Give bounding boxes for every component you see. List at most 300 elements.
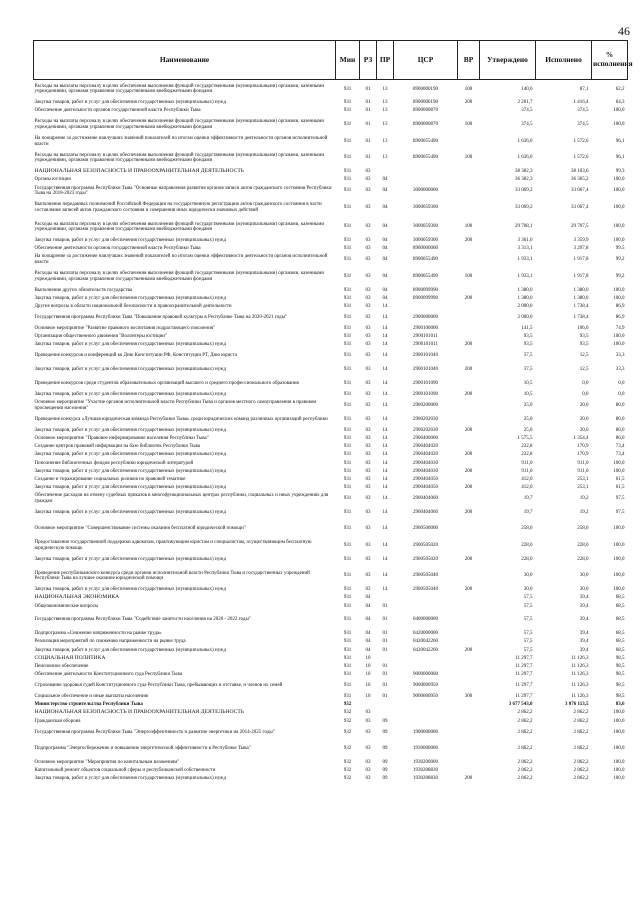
row-rz: 10	[365, 663, 371, 669]
row-pr: 14	[382, 444, 388, 450]
row-name: Обеспечение деятельности органов государственной власти Республики Тыва	[34, 108, 201, 114]
row-name: Основное мероприятие "Развитие правового воспитания подрастающего поколения"	[34, 326, 216, 332]
row-percent: 98,5	[615, 672, 625, 678]
table-row	[34, 148, 628, 167]
row-percent: 100,0	[613, 342, 625, 348]
row-pr: 13	[382, 155, 388, 161]
row-percent: 100,0	[613, 746, 625, 752]
row-pr: 14	[382, 543, 388, 549]
row-vr	[458, 671, 480, 679]
row-min: 932	[343, 729, 352, 735]
row-pr: 14	[382, 485, 388, 491]
row-min: 931	[343, 188, 352, 194]
row-vr: 100	[464, 224, 473, 230]
row-csr: 2900101040	[413, 353, 438, 359]
row-vr: 200	[464, 587, 473, 593]
row-approved: 11 297,7	[515, 663, 533, 669]
row-approved: 374,5	[521, 122, 533, 128]
row-percent: 68,5	[615, 617, 625, 623]
table-row	[34, 451, 628, 459]
row-approved: 11 297,7	[515, 672, 533, 678]
row-csr: 1930200000	[413, 760, 438, 766]
row-executed: 39,4	[579, 595, 589, 601]
row-csr: 1930000000	[413, 746, 438, 752]
row-approved: 57,5	[523, 631, 533, 637]
row-csr: 2900200000	[413, 402, 438, 408]
row-pr: 14	[382, 526, 388, 532]
row-csr: 2900101011	[413, 342, 438, 348]
row-name: Закупка товаров, работ и услуг для обеспечения государственных (муниципальных) нужд	[34, 452, 227, 458]
table-header-row	[34, 41, 628, 80]
row-min: 931	[343, 631, 352, 637]
row-rz: 03	[365, 729, 371, 735]
row-pr: 01	[382, 639, 388, 645]
row-pr: 04	[382, 295, 388, 301]
row-percent: 100,0	[613, 224, 625, 230]
row-percent: 100,0	[613, 768, 625, 774]
row-pr: 04	[382, 246, 388, 252]
row-approved: 232,8	[521, 444, 533, 450]
table-row	[34, 693, 628, 701]
row-pr: 09	[382, 746, 388, 752]
table-row	[34, 184, 628, 198]
row-percent: 73,4	[615, 444, 625, 450]
row-name: На поощрение за достижение наилучших значений показателей по итогам оценки эффективности деятельности органов исполнительной власти	[34, 135, 328, 147]
row-pr: 01	[382, 617, 388, 623]
table-row	[34, 646, 628, 654]
table-row	[34, 602, 628, 610]
row-rz: 03	[365, 416, 371, 422]
row-min: 931	[343, 391, 352, 397]
row-csr: 3000059300	[413, 224, 438, 230]
row-executed: 33 067,4	[571, 204, 589, 210]
row-approved: 2 000,0	[517, 304, 533, 310]
table-row	[34, 311, 628, 325]
row-pr: 13	[382, 108, 388, 114]
budget-execution-table	[33, 40, 633, 783]
row-csr: 9000000000	[413, 672, 438, 678]
row-vr: 200	[464, 100, 473, 106]
row-approved: 374,5	[521, 108, 533, 114]
row-executed: 2 862,2	[573, 718, 589, 724]
row-vr: 100	[464, 273, 473, 279]
row-percent: 100,0	[613, 334, 625, 340]
table-row	[34, 767, 628, 775]
row-name: Основное мероприятие "Правовое информирование населения Республики Тыва"	[34, 435, 209, 441]
row-percent: 100,0	[613, 295, 625, 301]
row-approved: 232,8	[521, 452, 533, 458]
table-row	[34, 492, 628, 506]
row-name: Закупка товаров, работ и услуг для обеспечения государственных (муниципальных) нужд	[34, 295, 227, 301]
row-csr: 2900404060	[413, 509, 438, 515]
row-name: Расходы на выплаты персоналу в целях обеспечения выполнения функций государственными (муниципальными) органами, казенными учреждениями, органами управления государственными внебюджетными фондами	[34, 221, 325, 233]
row-min: 931	[343, 315, 352, 321]
row-vr	[458, 325, 480, 333]
table-row	[34, 377, 628, 391]
row-min: 931	[343, 342, 352, 348]
row-executed: 1 380,0	[573, 287, 589, 293]
row-csr: 3000059300	[413, 204, 438, 210]
row-approved: 2 201,7	[517, 100, 533, 106]
row-name: Расходы на выплаты персоналу в целях обеспечения выполнения функций государственными (муниципальными) органами, казенными учреждениями, органами управления государственными внебюджетными фондами	[34, 119, 325, 130]
row-csr: 8900055490	[413, 155, 438, 161]
row-approved: 412,0	[521, 476, 533, 482]
row-vr: 100	[464, 86, 473, 92]
table-row	[34, 176, 628, 184]
row-percent: 97,5	[615, 496, 625, 502]
row-min: 931	[343, 204, 352, 210]
table-row	[34, 717, 628, 725]
row-min: 931	[343, 663, 352, 669]
table-row	[34, 739, 628, 758]
row-approved: 412,0	[521, 485, 533, 491]
row-percent: 100,0	[613, 710, 625, 716]
row-vr: 200	[464, 238, 473, 244]
row-executed: 29 707,5	[571, 224, 589, 230]
row-percent: 100,0	[613, 122, 625, 128]
row-vr	[458, 377, 480, 391]
row-min: 931	[343, 617, 352, 623]
row-rz: 03	[365, 776, 371, 782]
row-rz: 01	[365, 86, 371, 92]
row-percent: 100,0	[613, 526, 625, 532]
row-vr: 200	[464, 342, 473, 348]
row-name: Закупка товаров, работ и услуг для обеспечения государственных (муниципальных) нужд	[34, 468, 227, 474]
row-name: НАЦИОНАЛЬНАЯ БЕЗОПАСНОСТЬ И ПРАВООХРАНИТЕЛЬНАЯ ДЕЯТЕЛЬНОСТЬ	[34, 709, 245, 716]
row-pr: 13	[382, 138, 388, 144]
row-rz: 01	[365, 122, 371, 128]
table-row	[34, 168, 628, 176]
row-approved: 25,0	[523, 416, 533, 422]
row-approved: 33 069,2	[515, 204, 533, 210]
row-vr: 200	[464, 556, 473, 562]
row-executed: 11 126,3	[571, 683, 589, 689]
row-csr: 8900000190	[413, 100, 438, 106]
row-vr	[458, 594, 480, 602]
row-name: Другие вопросы в области национальной безопасности и правоохранительной деятельности	[34, 304, 232, 310]
row-name: НАЦИОНАЛЬНАЯ ЭКОНОМИКА	[34, 594, 120, 601]
row-executed: 170,9	[577, 444, 589, 450]
header-csr: ЦСР	[394, 41, 458, 80]
row-vr	[458, 286, 480, 294]
row-pr: 13	[382, 122, 388, 128]
row-min: 931	[343, 543, 352, 549]
row-percent: 100,0	[613, 729, 625, 735]
table-row	[34, 341, 628, 349]
row-rz: 03	[365, 435, 371, 441]
row-executed: 3 297,8	[573, 246, 589, 252]
row-min: 932	[343, 718, 352, 724]
row-percent: 99,2	[615, 257, 625, 263]
row-csr: 2900404030	[413, 460, 438, 466]
row-executed: 3 076 113,5	[565, 702, 589, 708]
table-row	[34, 484, 628, 492]
table-row	[34, 245, 628, 253]
row-executed: 19,2	[579, 496, 589, 502]
row-vr	[458, 253, 480, 267]
row-min: 931	[343, 603, 352, 609]
row-name: Закупка товаров, работ и услуг для обеспечения государственных (муниципальных) нужд	[34, 427, 227, 433]
row-name: Закупка товаров, работ и услуг для обеспечения государственных (муниципальных) нужд	[34, 509, 227, 515]
row-name: Расходы на выплаты персоналу в целях обеспечения выполнения функций государственными (муниципальными) органами, казенными учреждениями, органами управления государственными внебюджетными фондами	[34, 271, 325, 282]
row-pr	[377, 168, 394, 176]
table-row	[34, 333, 628, 341]
row-approved: 228,0	[521, 556, 533, 562]
table-row	[34, 435, 628, 443]
row-rz: 01	[365, 108, 371, 114]
row-csr: 2900404050	[413, 476, 438, 482]
row-vr: 300	[464, 694, 473, 700]
row-vr	[458, 435, 480, 443]
row-name: НАЦИОНАЛЬНАЯ БЕЗОПАСНОСТЬ И ПРАВООХРАНИТЕЛЬНАЯ ДЕЯТЕЛЬНОСТЬ	[34, 168, 245, 175]
row-pr: 14	[382, 315, 388, 321]
row-approved: 2 862,2	[517, 710, 533, 716]
row-min: 931	[343, 587, 352, 593]
row-percent: 100,0	[613, 776, 625, 782]
row-vr	[458, 610, 480, 629]
row-name: Организация общественного движения "Волонтеры юстиции"	[34, 334, 168, 340]
row-csr: 2900505040	[413, 587, 438, 593]
row-min: 931	[343, 647, 352, 653]
table-row	[34, 426, 628, 434]
row-percent: 100,0	[613, 188, 625, 194]
row-min: 931	[343, 287, 352, 293]
row-rz: 03	[365, 746, 371, 752]
row-pr	[377, 654, 394, 662]
row-approved: 57,5	[523, 647, 533, 653]
row-rz: 03	[365, 485, 371, 491]
table-body	[34, 80, 628, 784]
row-executed: 1 572,6	[573, 138, 589, 144]
row-executed: 2 862,2	[573, 710, 589, 716]
row-approved: 30,0	[523, 587, 533, 593]
row-approved: 19,7	[523, 496, 533, 502]
row-percent: 97,5	[615, 509, 625, 515]
row-pr: 14	[382, 342, 388, 348]
row-csr: 0420042260	[413, 647, 438, 653]
row-min: 932	[343, 702, 352, 708]
row-min: 931	[343, 100, 352, 106]
row-pr: 14	[382, 367, 388, 373]
row-approved: 10,5	[523, 391, 533, 397]
row-csr: 2900404060	[413, 496, 438, 502]
row-name: Проведение конкурса «Лучшая юридическая команда Республики Тыва» среди юридических команд различных организаций республики	[34, 416, 328, 422]
row-executed: 2 862,2	[573, 729, 589, 735]
row-executed: 258,0	[577, 526, 589, 532]
row-name: Проведение конкурсов и конференций ко Дню Конституции РФ, Конституции РТ, Дню юриста	[34, 353, 237, 359]
row-vr	[458, 679, 480, 693]
row-vr	[458, 443, 480, 451]
row-approved: 93,5	[523, 342, 533, 348]
row-csr: 2900202030	[413, 427, 438, 433]
row-name: Выполнение переданных полномочий Российской Федерации на государственную регистрацию актов гражданского состояния в части составления записей актов гражданского состояния и совершения иных юридически значимых действий	[34, 202, 322, 213]
row-approved: 36 382,3	[515, 177, 533, 183]
row-percent: 100,0	[613, 287, 625, 293]
row-approved: 57,5	[523, 595, 533, 601]
row-percent: 68,5	[615, 631, 625, 637]
row-min: 931	[343, 435, 352, 441]
row-executed: 2 862,2	[573, 760, 589, 766]
row-pr: 14	[382, 380, 388, 386]
table-row	[34, 399, 628, 413]
table-row	[34, 759, 628, 767]
row-percent: 80,0	[615, 402, 625, 408]
row-pr: 04	[382, 204, 388, 210]
table-row	[34, 443, 628, 451]
row-rz: 03	[365, 452, 371, 458]
row-vr: 200	[464, 452, 473, 458]
row-name: Закупка товаров, работ и услуг для обеспечения государственных (муниципальных) нужд	[34, 100, 227, 106]
row-min: 931	[343, 556, 352, 562]
row-min: 931	[343, 460, 352, 466]
row-approved: 258,0	[521, 526, 533, 532]
row-vr	[458, 413, 480, 427]
row-vr	[458, 726, 480, 740]
row-pr: 09	[382, 768, 388, 774]
row-min: 931	[343, 444, 352, 450]
row-executed: 39,4	[579, 631, 589, 637]
row-rz: 03	[365, 204, 371, 210]
row-pr: 01	[382, 683, 388, 689]
row-csr: 3000059300	[413, 238, 438, 244]
row-min: 931	[343, 224, 352, 230]
row-pr: 14	[382, 402, 388, 408]
table-row	[34, 663, 628, 671]
row-rz: 03	[365, 718, 371, 724]
row-rz: 03	[365, 177, 371, 183]
row-approved: 2 862,2	[517, 768, 533, 774]
row-min: 931	[343, 683, 352, 689]
row-approved: 2 000,0	[517, 315, 533, 321]
table-row	[34, 726, 628, 740]
row-executed: 93,5	[579, 334, 589, 340]
row-min: 931	[343, 177, 352, 183]
row-rz: 03	[365, 326, 371, 332]
row-rz: 01	[365, 155, 371, 161]
row-rz: 03	[365, 556, 371, 562]
row-csr: 3000000000	[413, 188, 438, 194]
row-min: 931	[343, 496, 352, 502]
row-percent: 100,0	[613, 760, 625, 766]
row-percent: 98,5	[615, 694, 625, 700]
row-executed: 20,0	[579, 402, 589, 408]
row-name: Расходы на выплаты персоналу в целях обеспечения выполнения функций государственными (муниципальными) органами, казенными учреждениями, органами управления государственными внебюджетными фондами	[34, 152, 325, 164]
row-rz: 03	[365, 526, 371, 532]
row-approved: 2 862,2	[517, 729, 533, 735]
row-approved: 37,5	[523, 353, 533, 359]
row-vr	[458, 168, 480, 176]
row-min: 931	[343, 353, 352, 359]
row-percent: 33,3	[615, 353, 625, 359]
row-approved: 3 313,1	[517, 246, 533, 252]
row-min: 931	[343, 86, 352, 92]
row-csr	[394, 654, 458, 662]
row-csr: 8900099990	[413, 287, 438, 293]
row-executed: 3 359,9	[573, 238, 589, 244]
row-rz: 03	[365, 246, 371, 252]
table-row	[34, 610, 628, 629]
row-executed: 38 103,6	[571, 169, 589, 175]
row-executed: 228,0	[577, 556, 589, 562]
row-pr: 04	[382, 224, 388, 230]
row-percent: 61,5	[615, 476, 625, 482]
row-approved: 2 862,2	[517, 776, 533, 782]
row-vr	[458, 303, 480, 311]
table-row	[34, 295, 628, 303]
row-vr	[458, 739, 480, 758]
row-executed: 170,9	[577, 452, 589, 458]
row-approved: 10,5	[523, 380, 533, 386]
table-row	[34, 303, 628, 311]
row-pr: 04	[382, 273, 388, 279]
row-percent: 64,3	[615, 100, 625, 106]
row-min: 931	[343, 257, 352, 263]
row-csr	[394, 594, 458, 602]
row-executed: 1 917,8	[573, 273, 589, 279]
row-vr	[458, 654, 480, 662]
row-name: Органы юстиции	[34, 177, 72, 183]
row-rz: 03	[365, 188, 371, 194]
row-rz: 04	[365, 603, 371, 609]
row-executed: 1 572,6	[573, 155, 589, 161]
row-percent: 68,5	[615, 603, 625, 609]
row-percent: 80,0	[615, 427, 625, 433]
row-percent: 62,2	[615, 86, 625, 92]
table-row	[34, 539, 628, 553]
table-row	[34, 286, 628, 294]
row-min: 931	[343, 304, 352, 310]
row-csr: 1930208830	[413, 768, 438, 774]
row-vr: 200	[464, 509, 473, 515]
table-row	[34, 586, 628, 594]
row-pr: 14	[382, 416, 388, 422]
row-percent: 96,1	[615, 138, 625, 144]
row-approved: 19,7	[523, 509, 533, 515]
row-name: Общеэкономические вопросы	[34, 603, 99, 609]
row-pr: 09	[382, 776, 388, 782]
row-approved: 11 297,7	[515, 655, 533, 661]
table-row	[34, 567, 628, 586]
row-percent: 98,5	[615, 683, 625, 689]
table-row	[34, 553, 628, 567]
row-approved: 1 933,1	[517, 257, 533, 263]
table-row	[34, 217, 628, 236]
row-percent: 99,5	[615, 246, 625, 252]
row-vr	[458, 459, 480, 467]
row-executed: 911,0	[577, 468, 589, 474]
row-rz: 03	[365, 587, 371, 593]
row-pr: 01	[382, 694, 388, 700]
row-csr: 8900099990	[413, 295, 438, 301]
row-approved: 911,0	[521, 460, 533, 466]
row-executed: 39,4	[579, 603, 589, 609]
row-name: Обеспечение расходов на отмену судебных приказов в многофункциональных центрах республики, социальных и иных учреждениях для граждан	[34, 493, 329, 504]
row-min: 931	[343, 672, 352, 678]
row-pr: 09	[382, 718, 388, 724]
row-csr: 2900400000	[413, 435, 438, 441]
row-csr: 2900101090	[413, 380, 438, 386]
row-vr	[458, 663, 480, 671]
table-row	[34, 654, 628, 662]
row-vr	[458, 399, 480, 413]
row-min: 931	[343, 476, 352, 482]
row-pr: 14	[382, 427, 388, 433]
row-pr: 14	[382, 326, 388, 332]
row-min: 931	[343, 155, 352, 161]
row-min: 931	[343, 595, 352, 601]
row-min: 931	[343, 427, 352, 433]
row-min: 931	[343, 380, 352, 386]
